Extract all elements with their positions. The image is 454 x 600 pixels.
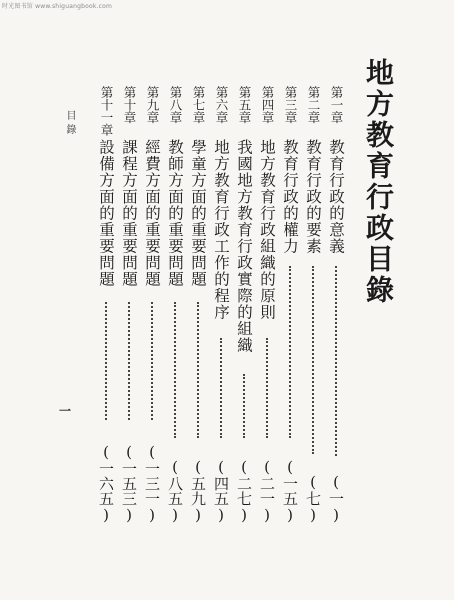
chapter-title: 地方教育行政工作的程序 [212, 139, 230, 321]
page-number: (八五) [166, 458, 184, 524]
chapter-number: 第六章 [214, 86, 229, 124]
page-number: (一) [327, 473, 345, 524]
chapter-title: 地方教育行政組織的原則 [258, 139, 276, 321]
page-number: (四五) [212, 458, 230, 524]
chapter-title: 我國地方教育行政實際的組織 [235, 139, 253, 354]
leader-dots [289, 266, 291, 438]
leader-dots [266, 338, 268, 438]
chapter-title: 課程方面的重要問題 [120, 139, 138, 288]
leader-dots [151, 302, 153, 420]
leader-dots [312, 266, 314, 454]
toc-entry-4 [258, 86, 278, 524]
page-number: (五九) [189, 458, 207, 524]
chapter-title: 教師方面的重要問題 [166, 139, 184, 288]
watermark: 时光图书馆 www.shiguangbook.com [2, 3, 113, 10]
page-number: (一六五) [97, 443, 115, 524]
toc-entry-2 [304, 86, 324, 524]
chapter-number: 第三章 [283, 86, 298, 124]
toc-entry-1 [327, 86, 347, 524]
leader-dots [105, 302, 107, 420]
chapter-number: 第八章 [168, 86, 183, 124]
chapter-number: 第四章 [260, 86, 275, 124]
leader-dots [335, 266, 337, 456]
running-head: 目錄 [64, 110, 75, 138]
toc-entry-5 [235, 86, 255, 524]
chapter-number: 第十章 [122, 86, 137, 124]
chapter-title: 經費方面的重要問題 [143, 139, 161, 288]
leader-dots [174, 302, 176, 438]
page-number: (一五三) [120, 443, 138, 524]
toc-entry-3 [281, 86, 301, 524]
toc-entry-9 [143, 86, 163, 524]
folio-number: 一 [59, 404, 72, 418]
chapter-number: 第五章 [237, 86, 252, 124]
page-number: (二一) [258, 458, 276, 524]
book-title: 地方教育行政目錄 [362, 58, 395, 306]
chapter-title: 學童方面的重要問題 [189, 139, 207, 288]
toc-entry-11 [97, 86, 117, 524]
chapter-number: 第七章 [191, 86, 206, 124]
chapter-title: 教育行政的權力 [281, 139, 299, 255]
page-number: (二七) [235, 458, 253, 524]
leader-dots [243, 374, 245, 438]
leader-dots [197, 302, 199, 438]
toc-entry-7 [189, 86, 209, 524]
toc-entry-6 [212, 86, 232, 524]
toc-entry-8 [166, 86, 186, 524]
page-number: (一三一) [143, 443, 161, 524]
page-number: (七) [304, 473, 322, 524]
toc-entry-10 [120, 86, 140, 524]
leader-dots [220, 338, 222, 438]
chapter-number: 第一章 [329, 86, 344, 124]
leader-dots [128, 302, 130, 420]
chapter-number: 第十一章 [99, 86, 114, 136]
chapter-title: 教育行政的要素 [304, 139, 322, 255]
chapter-number: 第二章 [306, 86, 321, 124]
chapter-title: 設備方面的重要問題 [97, 139, 115, 288]
chapter-number: 第九章 [145, 86, 160, 124]
chapter-title: 教育行政的意義 [327, 139, 345, 255]
page-number: (一五) [281, 458, 299, 524]
